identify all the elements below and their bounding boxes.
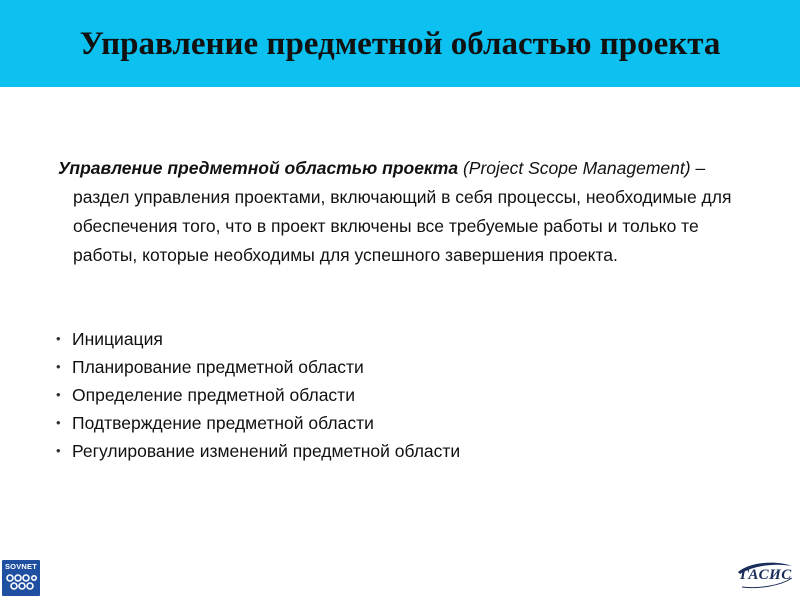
definition-term-en: (Project Scope Management)	[462, 158, 691, 178]
list-item	[56, 353, 460, 381]
sovnet-logo-icon	[2, 560, 40, 596]
list-item	[56, 381, 460, 409]
slide-title: Управление предметной областью проекта	[79, 26, 721, 62]
definition-term: Управление предметной областью проекта	[58, 158, 459, 178]
gasis-logo-icon	[736, 560, 794, 590]
bullet-icon: •	[56, 443, 61, 458]
bullet-icon: •	[56, 331, 61, 346]
definition-text: – раздел управления проектами, включающий в себя процессы, необходимые для обеспечения того, что в проект включены все требуемые работы и только те работы, которые необходимы для успешного завершения проекта.	[73, 158, 732, 265]
list-item-text: Регулирование изменений предметной области	[72, 441, 461, 461]
list-item-text: Определение предметной области	[72, 385, 355, 405]
list-item	[56, 325, 460, 353]
bullet-icon: •	[56, 415, 61, 430]
sovnet-logo-text: SOVNET	[4, 562, 38, 571]
bullet-icon: •	[56, 387, 61, 402]
list-item-text: Планирование предметной области	[72, 357, 364, 377]
bullet-icon: •	[56, 359, 61, 374]
definition-paragraph	[58, 154, 748, 270]
process-list	[56, 325, 460, 465]
sovnet-pattern-icon	[5, 573, 37, 593]
list-item	[56, 437, 460, 465]
gasis-logo-text: ГАСИС	[740, 567, 792, 583]
list-item-text: Подтверждение предметной области	[72, 413, 374, 433]
list-item-text: Инициация	[72, 329, 163, 349]
list-item	[56, 409, 460, 437]
